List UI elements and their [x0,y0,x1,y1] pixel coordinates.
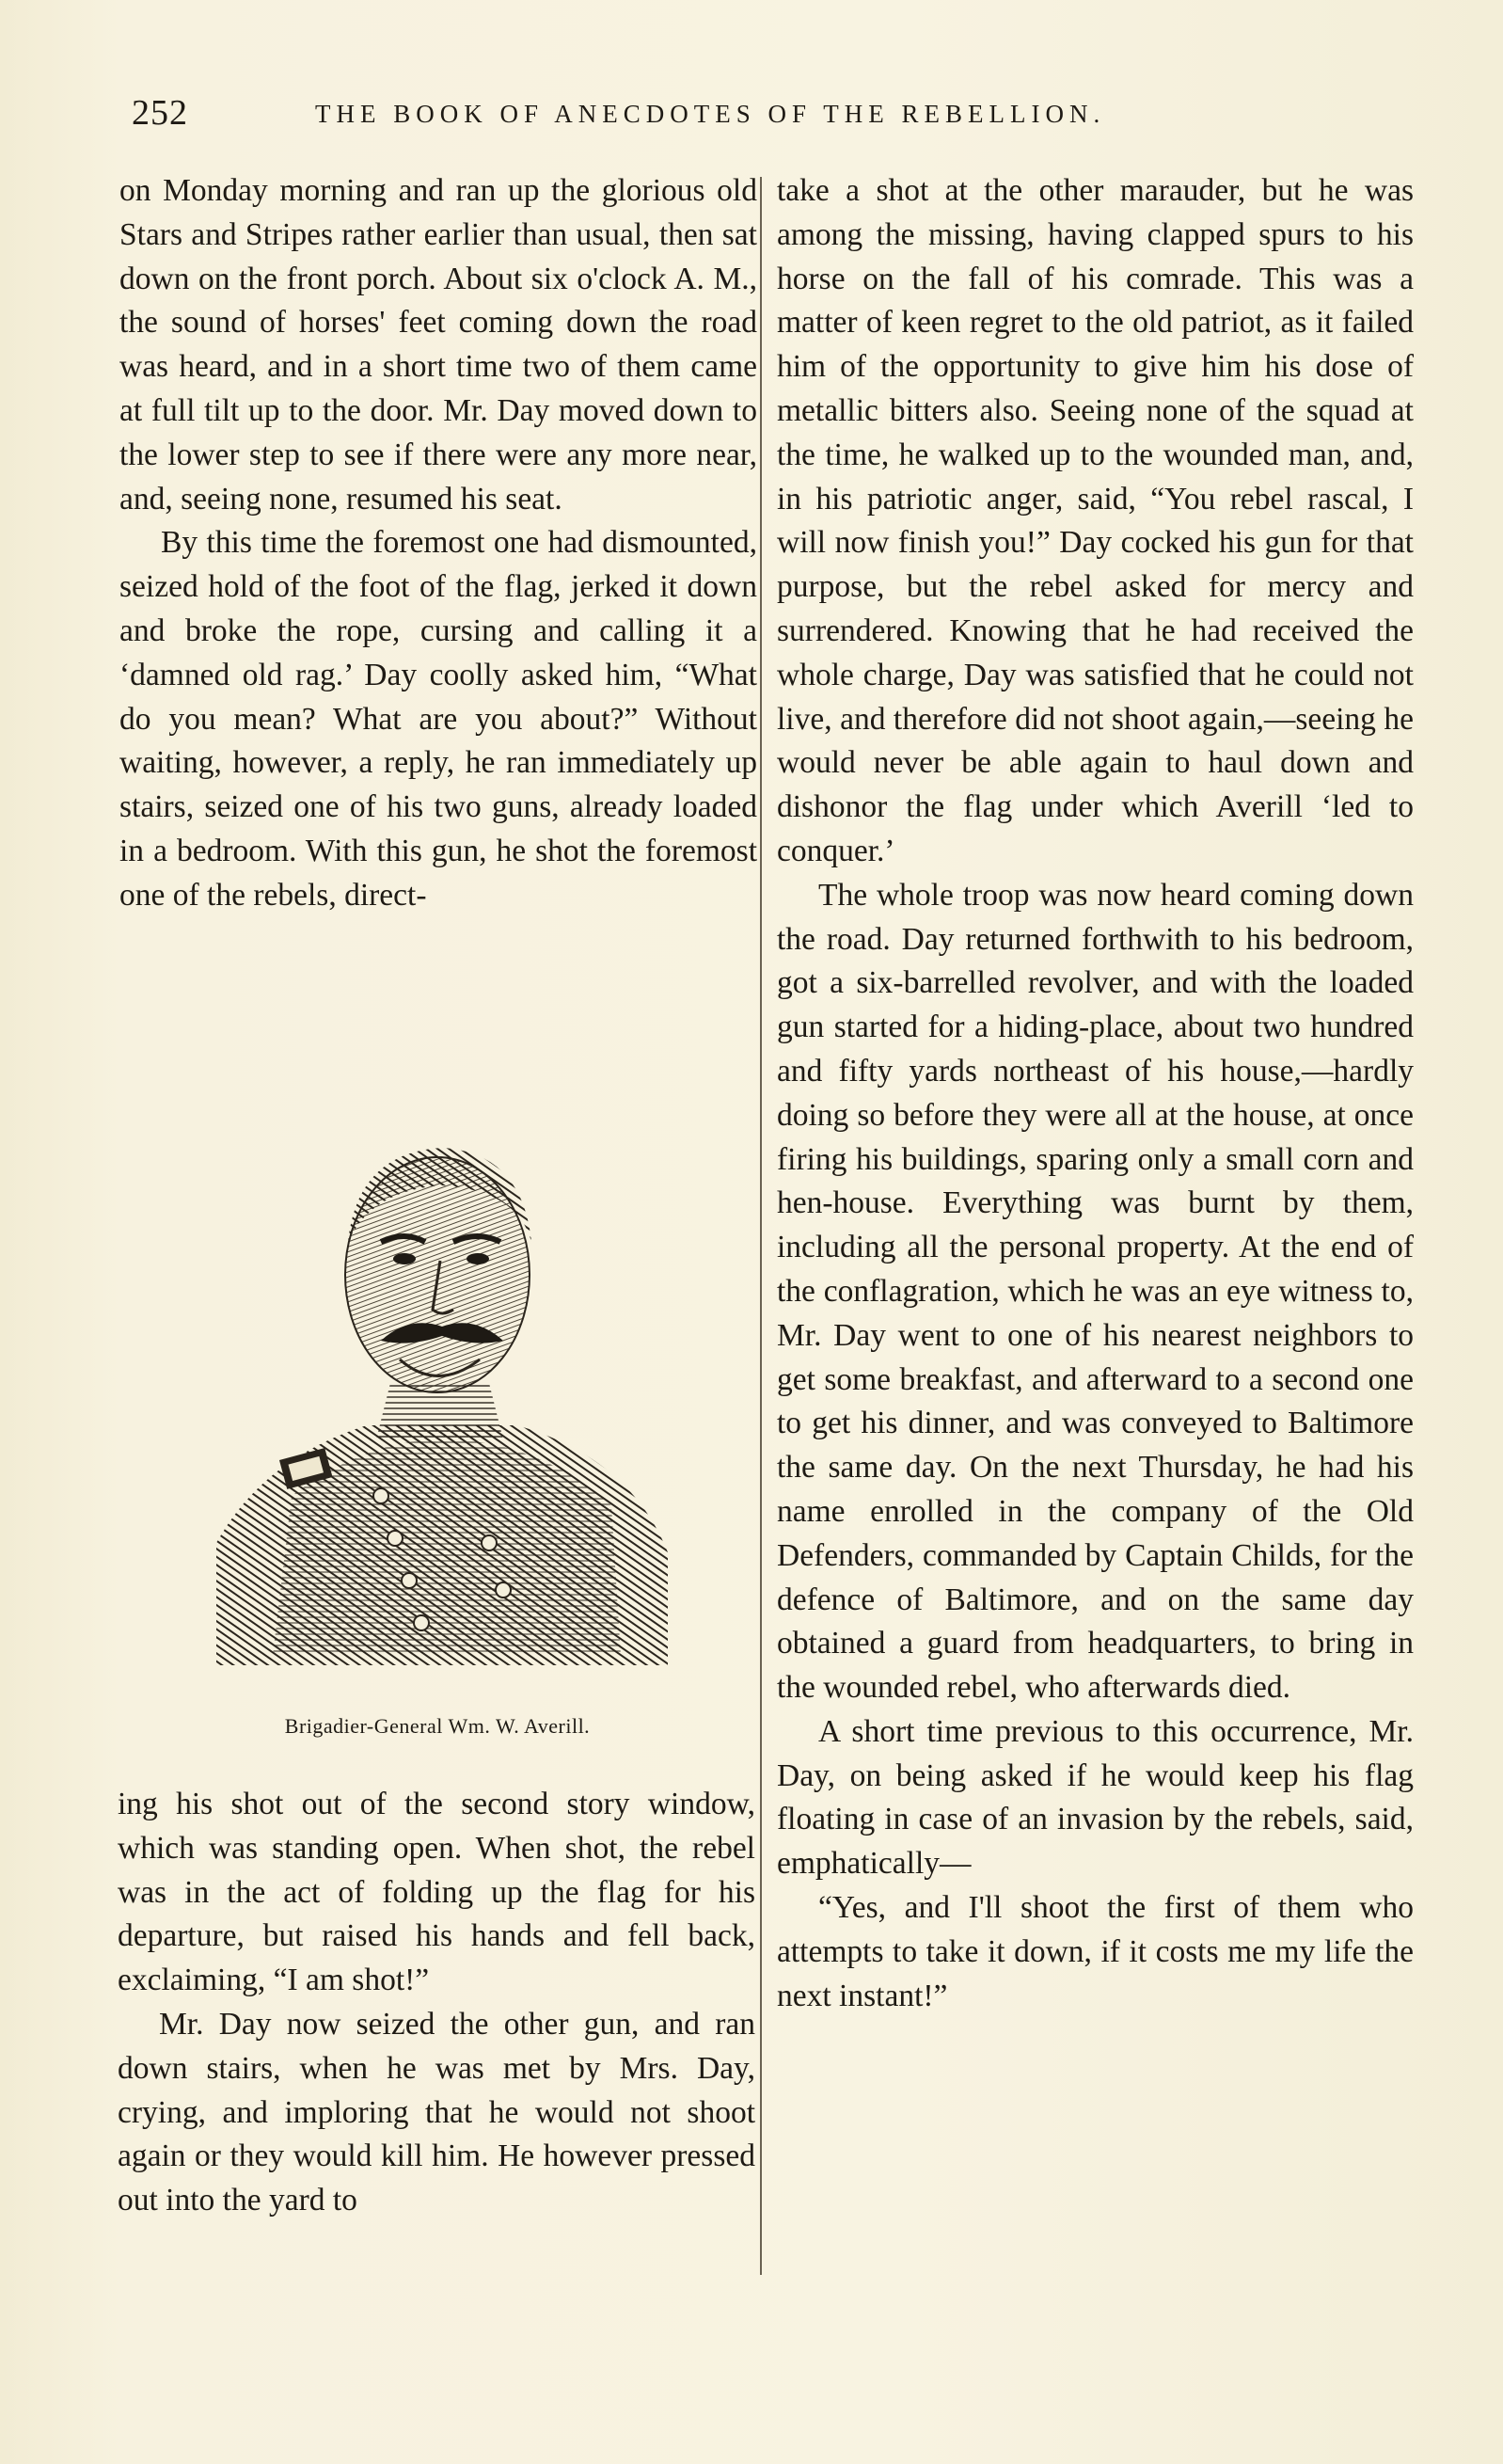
page-header [118,92,1223,139]
paragraph: ing his shot out of the second story window, which was standing open. When shot, the rebel was in the act of folding up the flag for his departure, but raised his hands and fell back, exclaiming, “I am shot!” [118,1787,755,1998]
paragraph: “Yes, and I'll shoot the first of them who attempts to take it down, if it costs me my life the next instant!” [777,1890,1414,2013]
portrait-engraving [179,1101,705,1684]
column-rule [760,177,762,2275]
page-number: 252 [132,93,188,133]
paragraph: The whole troop was now heard coming down the road. Day returned forthwith to his bedroom, got a six-barrelled revolver, and with the loaded gun started for a hiding-place, about two hundred and fifty yards northeast of his house,—hardly doing so before they were all at the house, at once firing his buildings, sparing only a small corn and hen-house. Everything was burnt by them, including all the personal property. At the end of the conflagration, which he was an eye witness to, Mr. Day went to one of his nearest neighbors to get some breakfast, and afterward to a second one to get his dinner, and was conveyed to Baltimore the same day. On the next Thursday, he had his name enrolled in the company of the Old Defenders, commanded by Captain Childs, for the defence of Baltimore, and on the same day obtained a guard from headquarters, to bring in the wounded rebel, who afterwards died. [777,877,1414,1706]
illustration-caption: Brigadier-General Wm. W. Averill. [284,1714,591,1738]
paragraph: on Monday morning and ran up the glorious old Stars and Stripes rather earlier than usual, then sat down on the front porch. About six o'clock A. M., the sound of horses' feet coming down the road was heard, and in a short time two of them came at full tilt up to the door. Mr. Day moved down to the lower step to see if there were any more near, and, seeing none, resumed his seat. [119,173,757,517]
running-head: THE BOOK OF ANECDOTES OF THE REBELLION. [315,100,1106,128]
paragraph: take a shot at the other marauder, but he was among the missing, having clapped spurs to his horse on the fall of his comrade. This was a matter of keen regret to the old patriot, as it failed him of the opportunity to give him his dose of metallic bitters also. Seeing none of the squad at the time, he walked up to the wounded man, and, in his patriotic anger, said, “You rebel rascal, I will now finish you!” Day cocked his gun for that purpose, but the rebel asked for mercy and surrendered. Knowing that he had received the whole charge, Day was satisfied that he could not live, and therefore did not shoot again,—seeing he would never be able again to haul down and dishonor the flag under which Averill ‘led to conquer.’ [777,173,1414,868]
left-column-top [119,169,757,918]
paragraph: A short time previous to this occurrence, Mr. Day, on being asked if he would keep his flag floating in case of an invasion by the rebels, said, emphatically— [777,1713,1414,1882]
right-column [777,169,1414,2018]
left-column-bottom [118,1783,755,2223]
paragraph: By this time the foremost one had dismounted, seized hold of the foot of the flag, jerked it down and broke the rope, cursing and calling it a ‘damned old rag.’ Day coolly asked him, “What do you mean? What are you about?” Without waiting, however, a reply, he ran immediately up stairs, seized one of his two guns, already loaded in a bedroom. With this gun, he shot the foremost one of the rebels, direct- [119,525,757,913]
paragraph: Mr. Day now seized the other gun, and ran down stairs, when he was met by Mrs. Day, crying, and imploring that he would not shoot again or they would kill him. He however pressed out into the yard to [118,2006,755,2218]
